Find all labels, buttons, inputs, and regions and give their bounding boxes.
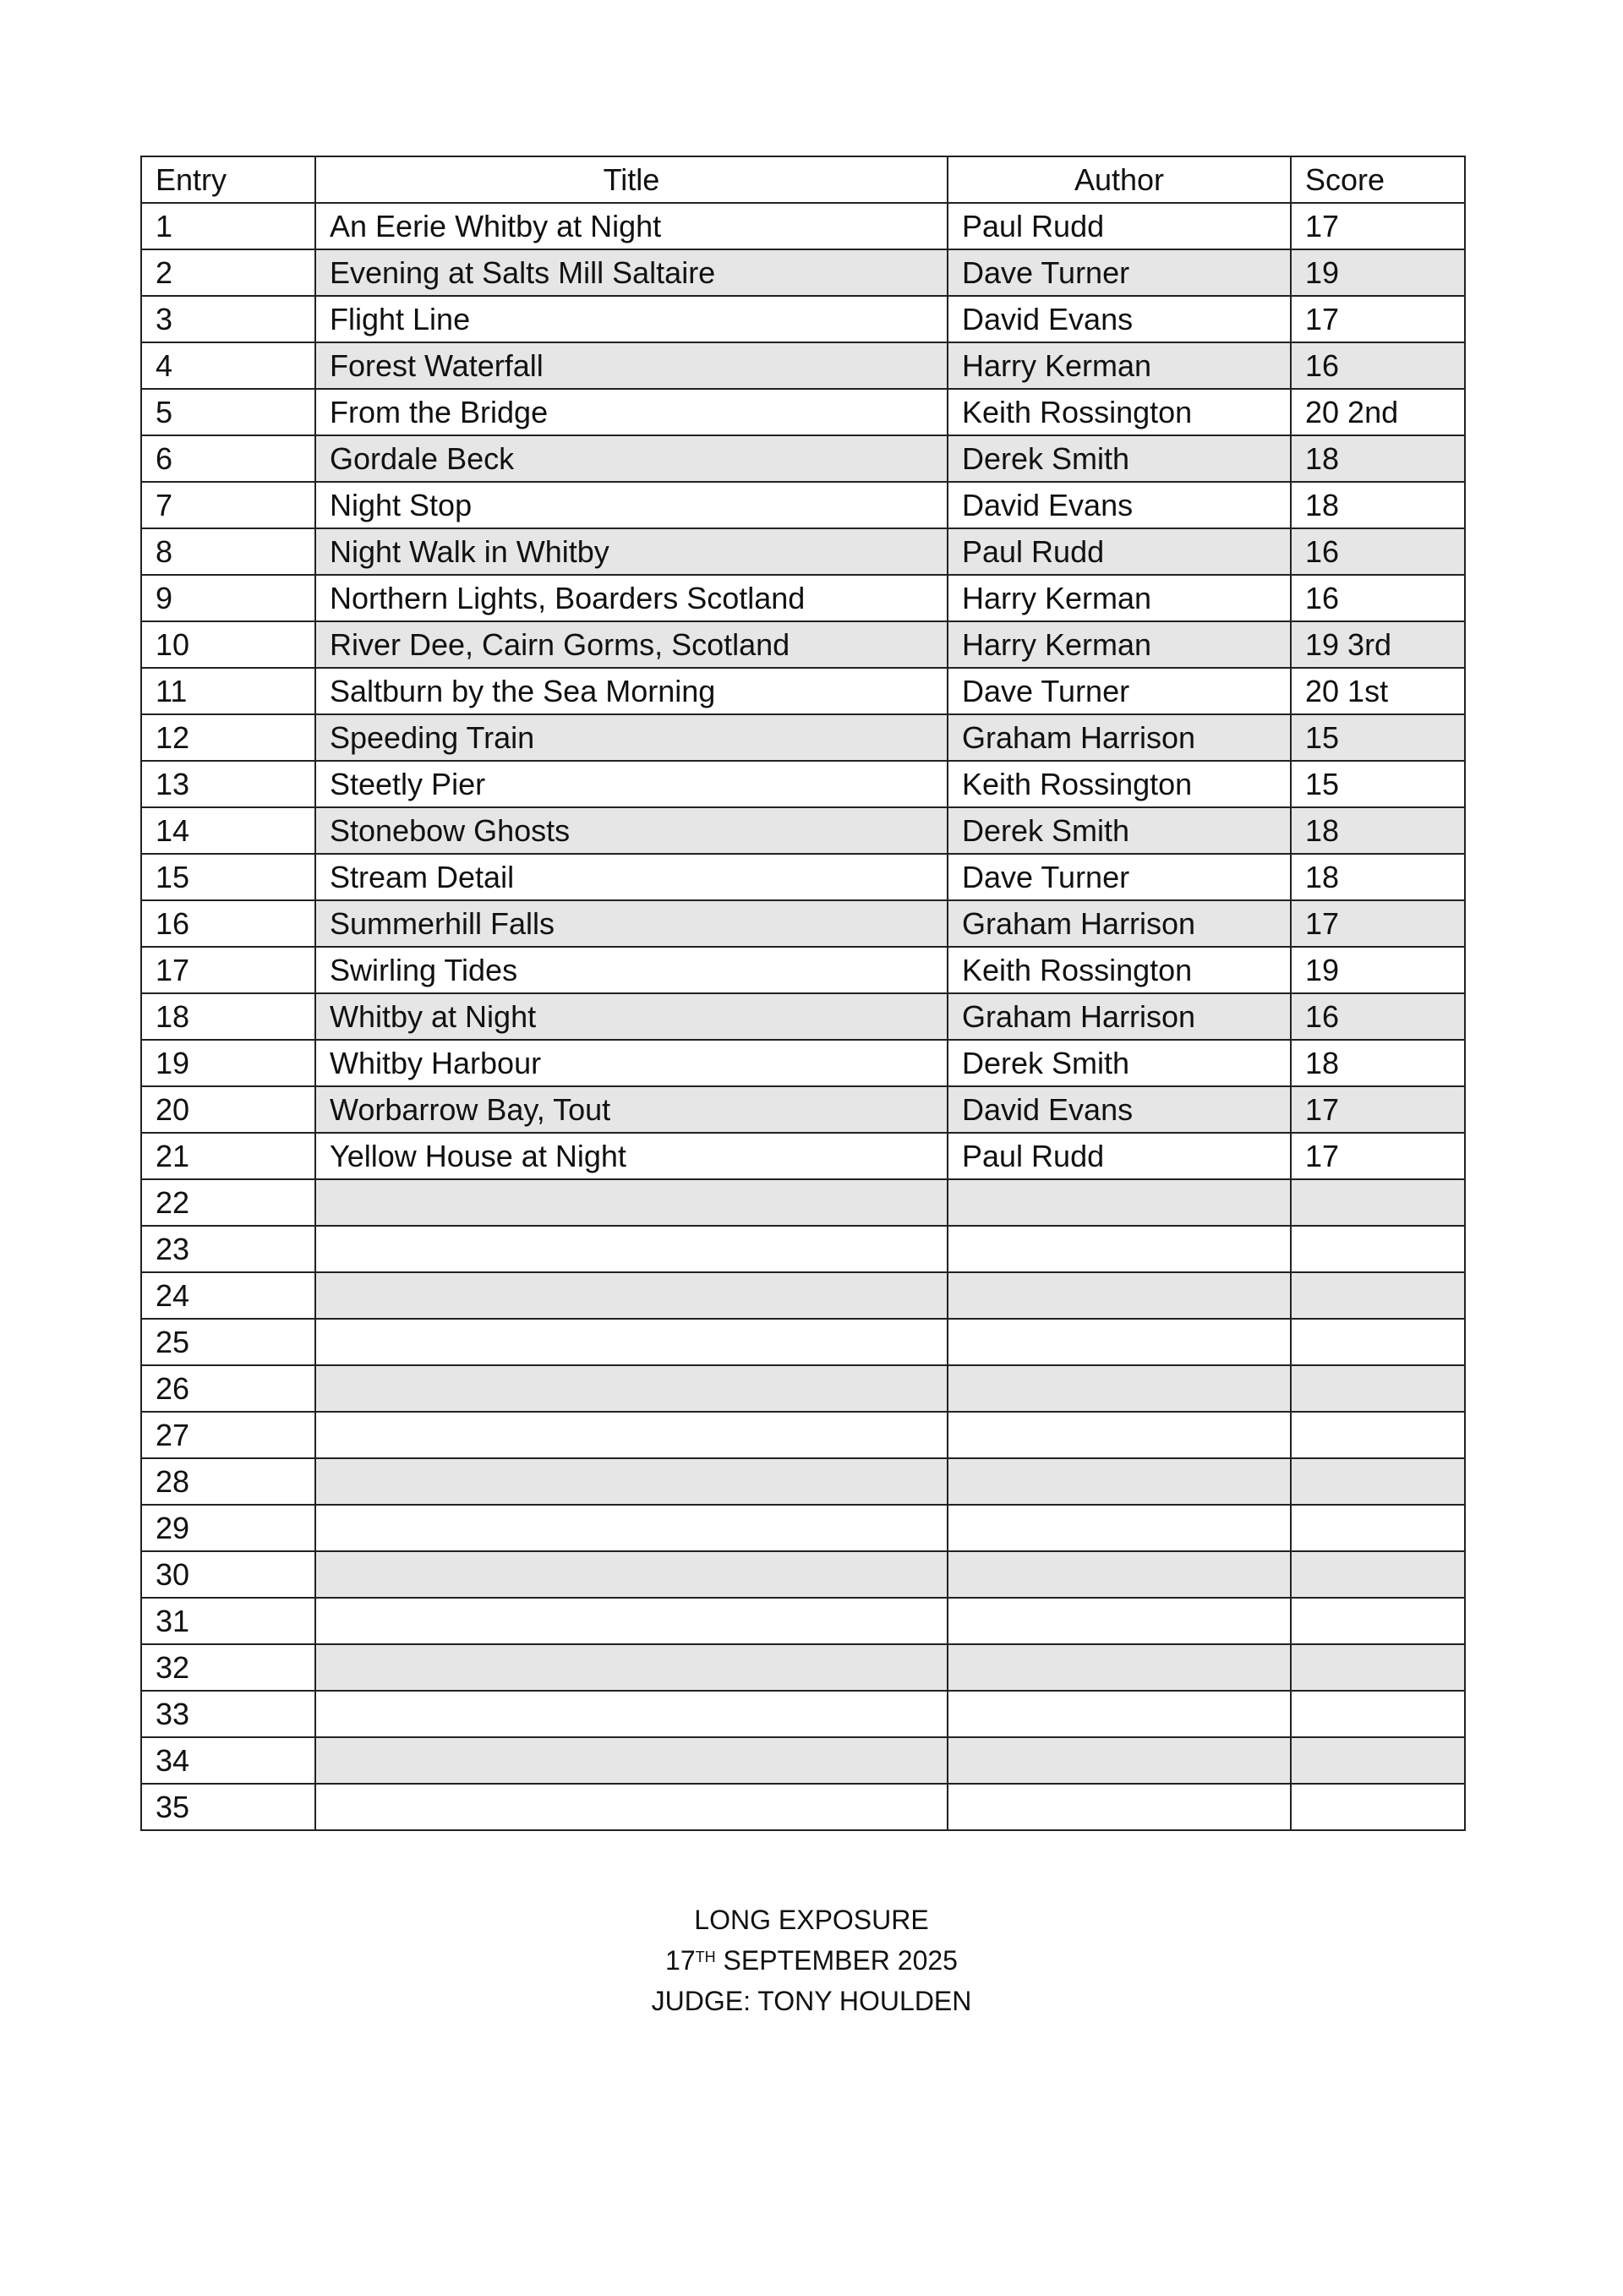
cell-title [315, 1458, 948, 1505]
cell-author: Paul Rudd [948, 528, 1291, 575]
table-row [141, 1691, 1465, 1737]
cell-title: Saltburn by the Sea Morning [315, 668, 948, 714]
cell-title: Worbarrow Bay, Tout [315, 1086, 948, 1133]
cell-author [948, 1691, 1291, 1737]
cell-author: Dave Turner [948, 249, 1291, 296]
cell-title [315, 1226, 948, 1272]
cell-entry: 7 [141, 482, 315, 528]
cell-title: Gordale Beck [315, 435, 948, 482]
cell-entry: 2 [141, 249, 315, 296]
cell-title [315, 1691, 948, 1737]
cell-title: From the Bridge [315, 389, 948, 435]
cell-score [1291, 1458, 1465, 1505]
cell-score: 18 [1291, 435, 1465, 482]
cell-author: Keith Rossington [948, 947, 1291, 993]
cell-entry: 33 [141, 1691, 315, 1737]
date-day: 17 [665, 1945, 696, 1976]
table-row [141, 1179, 1465, 1226]
cell-entry: 19 [141, 1040, 315, 1086]
cell-score [1291, 1365, 1465, 1412]
cell-entry: 29 [141, 1505, 315, 1551]
cell-title: Night Stop [315, 482, 948, 528]
cell-score: 19 [1291, 947, 1465, 993]
cell-score [1291, 1272, 1465, 1319]
table-row [141, 1784, 1465, 1830]
cell-author: Harry Kerman [948, 575, 1291, 621]
cell-title [315, 1644, 948, 1691]
table-row [141, 761, 1465, 807]
cell-title: An Eerie Whitby at Night [315, 203, 948, 249]
cell-author: Dave Turner [948, 668, 1291, 714]
cell-title [315, 1737, 948, 1784]
cell-title: Stream Detail [315, 854, 948, 900]
table-row [141, 807, 1465, 854]
cell-score [1291, 1226, 1465, 1272]
cell-title [315, 1784, 948, 1830]
cell-score: 18 [1291, 807, 1465, 854]
table-row [141, 528, 1465, 575]
cell-title: Flight Line [315, 296, 948, 342]
cell-entry: 14 [141, 807, 315, 854]
table-row [141, 1086, 1465, 1133]
header-entry: Entry [141, 156, 315, 203]
table-row [141, 1226, 1465, 1272]
cell-score: 17 [1291, 296, 1465, 342]
cell-score: 17 [1291, 900, 1465, 947]
table-row [141, 854, 1465, 900]
cell-title: Swirling Tides [315, 947, 948, 993]
cell-title [315, 1179, 948, 1226]
cell-author [948, 1737, 1291, 1784]
header-row [141, 156, 1465, 203]
cell-author [948, 1179, 1291, 1226]
cell-entry: 4 [141, 342, 315, 389]
cell-entry: 10 [141, 621, 315, 668]
cell-author [948, 1319, 1291, 1365]
cell-score: 17 [1291, 203, 1465, 249]
competition-name: LONG EXPOSURE [694, 1905, 929, 1935]
cell-author: Paul Rudd [948, 1133, 1291, 1179]
cell-author [948, 1598, 1291, 1644]
cell-title: Whitby at Night [315, 993, 948, 1040]
cell-author: Dave Turner [948, 854, 1291, 900]
footer [0, 1900, 1623, 2021]
cell-author: Harry Kerman [948, 621, 1291, 668]
cell-author [948, 1365, 1291, 1412]
table-row [141, 296, 1465, 342]
cell-score [1291, 1505, 1465, 1551]
cell-score: 18 [1291, 854, 1465, 900]
table-row [141, 1272, 1465, 1319]
judge-name: JUDGE: TONY HOULDEN [651, 1986, 972, 2016]
cell-title: Steetly Pier [315, 761, 948, 807]
cell-title [315, 1551, 948, 1598]
date-suffix: TH [695, 1949, 716, 1965]
cell-score [1291, 1319, 1465, 1365]
cell-score: 16 [1291, 575, 1465, 621]
cell-entry: 5 [141, 389, 315, 435]
cell-entry: 32 [141, 1644, 315, 1691]
cell-author: Graham Harrison [948, 900, 1291, 947]
cell-score: 17 [1291, 1086, 1465, 1133]
cell-score [1291, 1784, 1465, 1830]
table-row [141, 668, 1465, 714]
table-row [141, 900, 1465, 947]
table-row [141, 1458, 1465, 1505]
cell-score [1291, 1691, 1465, 1737]
cell-author: David Evans [948, 1086, 1291, 1133]
cell-score: 19 3rd [1291, 621, 1465, 668]
table-row [141, 482, 1465, 528]
cell-score [1291, 1179, 1465, 1226]
competition-date [0, 1940, 1623, 1981]
cell-entry: 15 [141, 854, 315, 900]
cell-author: Derek Smith [948, 435, 1291, 482]
cell-entry: 17 [141, 947, 315, 993]
cell-entry: 27 [141, 1412, 315, 1458]
cell-title: Summerhill Falls [315, 900, 948, 947]
cell-entry: 3 [141, 296, 315, 342]
cell-entry: 9 [141, 575, 315, 621]
cell-score [1291, 1644, 1465, 1691]
cell-title [315, 1598, 948, 1644]
cell-author: Keith Rossington [948, 761, 1291, 807]
cell-entry: 22 [141, 1179, 315, 1226]
cell-title: Whitby Harbour [315, 1040, 948, 1086]
cell-title [315, 1272, 948, 1319]
cell-entry: 30 [141, 1551, 315, 1598]
cell-title [315, 1365, 948, 1412]
cell-author: Derek Smith [948, 807, 1291, 854]
cell-title: Yellow House at Night [315, 1133, 948, 1179]
table-row [141, 575, 1465, 621]
table-row [141, 714, 1465, 761]
cell-entry: 13 [141, 761, 315, 807]
table-row [141, 203, 1465, 249]
cell-entry: 25 [141, 1319, 315, 1365]
table-row [141, 1133, 1465, 1179]
cell-title [315, 1319, 948, 1365]
cell-score: 15 [1291, 714, 1465, 761]
cell-author [948, 1644, 1291, 1691]
cell-author: Keith Rossington [948, 389, 1291, 435]
cell-author: Graham Harrison [948, 993, 1291, 1040]
cell-entry: 31 [141, 1598, 315, 1644]
cell-score: 20 2nd [1291, 389, 1465, 435]
cell-title: Night Walk in Whitby [315, 528, 948, 575]
cell-entry: 34 [141, 1737, 315, 1784]
cell-score: 20 1st [1291, 668, 1465, 714]
cell-title [315, 1505, 948, 1551]
cell-score: 16 [1291, 993, 1465, 1040]
cell-entry: 11 [141, 668, 315, 714]
cell-entry: 35 [141, 1784, 315, 1830]
table-row [141, 1319, 1465, 1365]
table-row [141, 947, 1465, 993]
table-row [141, 993, 1465, 1040]
table-row [141, 1598, 1465, 1644]
cell-entry: 24 [141, 1272, 315, 1319]
cell-author: David Evans [948, 482, 1291, 528]
cell-author [948, 1458, 1291, 1505]
table-row [141, 1040, 1465, 1086]
cell-entry: 21 [141, 1133, 315, 1179]
table-row [141, 1412, 1465, 1458]
date-rest: SEPTEMBER 2025 [715, 1945, 958, 1976]
cell-entry: 12 [141, 714, 315, 761]
cell-author: Paul Rudd [948, 203, 1291, 249]
header-title: Title [315, 156, 948, 203]
cell-author [948, 1272, 1291, 1319]
cell-title: Evening at Salts Mill Saltaire [315, 249, 948, 296]
cell-author [948, 1784, 1291, 1830]
cell-author: Derek Smith [948, 1040, 1291, 1086]
cell-score [1291, 1598, 1465, 1644]
cell-entry: 8 [141, 528, 315, 575]
cell-score [1291, 1412, 1465, 1458]
table-row [141, 1551, 1465, 1598]
cell-author [948, 1226, 1291, 1272]
cell-title [315, 1412, 948, 1458]
table-row [141, 435, 1465, 482]
cell-score: 18 [1291, 1040, 1465, 1086]
cell-entry: 1 [141, 203, 315, 249]
cell-score: 19 [1291, 249, 1465, 296]
header-score: Score [1291, 156, 1465, 203]
cell-score: 16 [1291, 342, 1465, 389]
cell-author: Graham Harrison [948, 714, 1291, 761]
table-row [141, 1365, 1465, 1412]
cell-entry: 18 [141, 993, 315, 1040]
cell-score [1291, 1737, 1465, 1784]
cell-entry: 23 [141, 1226, 315, 1272]
table-row [141, 249, 1465, 296]
cell-score: 16 [1291, 528, 1465, 575]
cell-title: Northern Lights, Boarders Scotland [315, 575, 948, 621]
table-row [141, 1644, 1465, 1691]
cell-author [948, 1412, 1291, 1458]
cell-entry: 26 [141, 1365, 315, 1412]
cell-title: River Dee, Cairn Gorms, Scotland [315, 621, 948, 668]
header-author: Author [948, 156, 1291, 203]
cell-entry: 16 [141, 900, 315, 947]
cell-author: Harry Kerman [948, 342, 1291, 389]
cell-score: 18 [1291, 482, 1465, 528]
cell-entry: 20 [141, 1086, 315, 1133]
cell-title: Speeding Train [315, 714, 948, 761]
table-row [141, 342, 1465, 389]
cell-author [948, 1551, 1291, 1598]
cell-title: Forest Waterfall [315, 342, 948, 389]
cell-score: 15 [1291, 761, 1465, 807]
cell-score: 17 [1291, 1133, 1465, 1179]
table-row [141, 1505, 1465, 1551]
cell-score [1291, 1551, 1465, 1598]
cell-entry: 28 [141, 1458, 315, 1505]
table-row [141, 1737, 1465, 1784]
cell-author: David Evans [948, 296, 1291, 342]
cell-author [948, 1505, 1291, 1551]
cell-title: Stonebow Ghosts [315, 807, 948, 854]
table-row [141, 389, 1465, 435]
results-table [140, 156, 1466, 1831]
table-row [141, 621, 1465, 668]
cell-entry: 6 [141, 435, 315, 482]
